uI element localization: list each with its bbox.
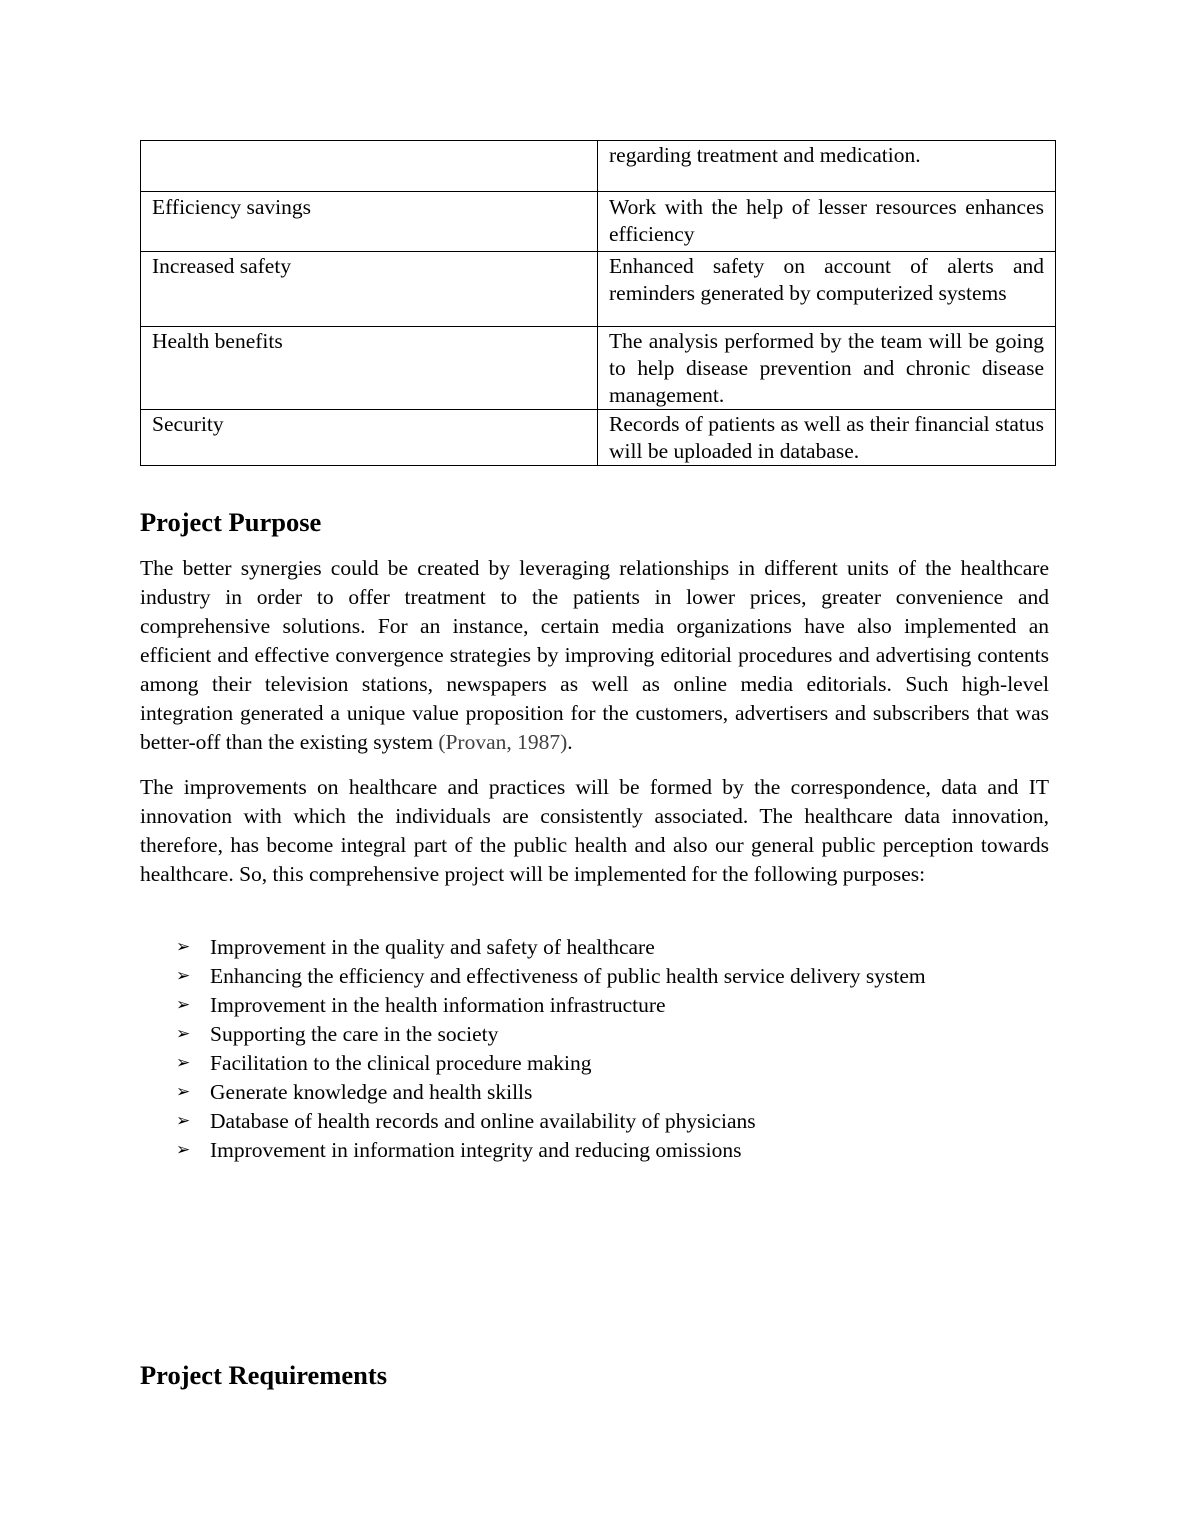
table-cell-description: Enhanced safety on account of alerts and reminders generated by computerized systems [598, 252, 1056, 327]
table-cell-description: The analysis performed by the team will be going to help disease prevention and chronic disease management. [598, 327, 1056, 410]
table-row [141, 192, 1056, 252]
table-row [141, 327, 1056, 410]
purpose-paragraph-2: The improvements on healthcare and practices will be formed by the correspondence, data and IT innovation with which the individuals are consistently associated. The healthcare data innovation, therefore, has become integral part of the public health and also our general public perception towards healthcare. So, this comprehensive project will be implemented for the following purposes: [140, 775, 1049, 886]
table-cell-label [141, 141, 598, 192]
table-cell-description: Records of patients as well as their financial status will be uploaded in database. [598, 410, 1056, 466]
table-cell-description: regarding treatment and medication. [598, 141, 1056, 192]
arrow-bullet-icon: ➢ [176, 1082, 191, 1102]
arrow-bullet-icon: ➢ [176, 1140, 191, 1160]
table-cell-label: Increased safety [141, 252, 598, 327]
benefits-table [140, 140, 1056, 466]
list-item [140, 1136, 926, 1165]
arrow-bullet-icon: ➢ [176, 995, 191, 1015]
table-row [141, 252, 1056, 327]
list-item [140, 933, 926, 962]
arrow-bullet-icon: ➢ [176, 1053, 191, 1073]
section-heading-project-purpose: Project Purpose [140, 507, 322, 537]
list-item [140, 1078, 926, 1107]
list-item-text: Facilitation to the clinical procedure making [210, 1051, 592, 1075]
purpose-paragraph-1 [140, 554, 1049, 757]
arrow-bullet-icon: ➢ [176, 966, 191, 986]
list-item-text: Improvement in the quality and safety of healthcare [210, 935, 655, 959]
list-item-text: Improvement in the health information infrastructure [210, 993, 666, 1017]
table-cell-description: Work with the help of lesser resources enhances efficiency [598, 192, 1056, 252]
list-item-text: Improvement in information integrity and reducing omissions [210, 1138, 742, 1162]
citation: (Provan, 1987) [438, 730, 568, 754]
list-item-text: Enhancing the efficiency and effectiveness of public health service delivery system [210, 964, 926, 988]
table-cell-label: Security [141, 410, 598, 466]
arrow-bullet-icon: ➢ [176, 937, 191, 957]
section-heading-project-requirements: Project Requirements [140, 1360, 388, 1390]
list-item [140, 991, 926, 1020]
list-item [140, 1107, 926, 1136]
paragraph-text: The better synergies could be created by leveraging relationships in different units of the healthcare industry in order to offer treatment to the patients in lower prices, greater convenience and comprehensive solutions. For an instance, certain media organizations have also implemented an efficient and effective convergence strategies by improving editorial procedures and advertising contents among their television stations, newspapers as well as online media editorials. Such high-level integration generated a unique value proposition for the customers, advertisers and subscribers that was better-off than the existing system [140, 556, 1049, 754]
list-item-text: Database of health records and online availability of physicians [210, 1109, 756, 1133]
arrow-bullet-icon: ➢ [176, 1024, 191, 1044]
table-row [141, 410, 1056, 466]
list-item [140, 1020, 926, 1049]
list-item [140, 962, 926, 991]
table-cell-label: Efficiency savings [141, 192, 598, 252]
list-item-text: Supporting the care in the society [210, 1022, 499, 1046]
table-cell-label: Health benefits [141, 327, 598, 410]
list-item [140, 1049, 926, 1078]
table-row [141, 141, 1056, 192]
list-item-text: Generate knowledge and health skills [210, 1080, 533, 1104]
purpose-bullet-list [140, 933, 926, 1165]
arrow-bullet-icon: ➢ [176, 1111, 191, 1131]
paragraph-end: . [567, 730, 573, 754]
